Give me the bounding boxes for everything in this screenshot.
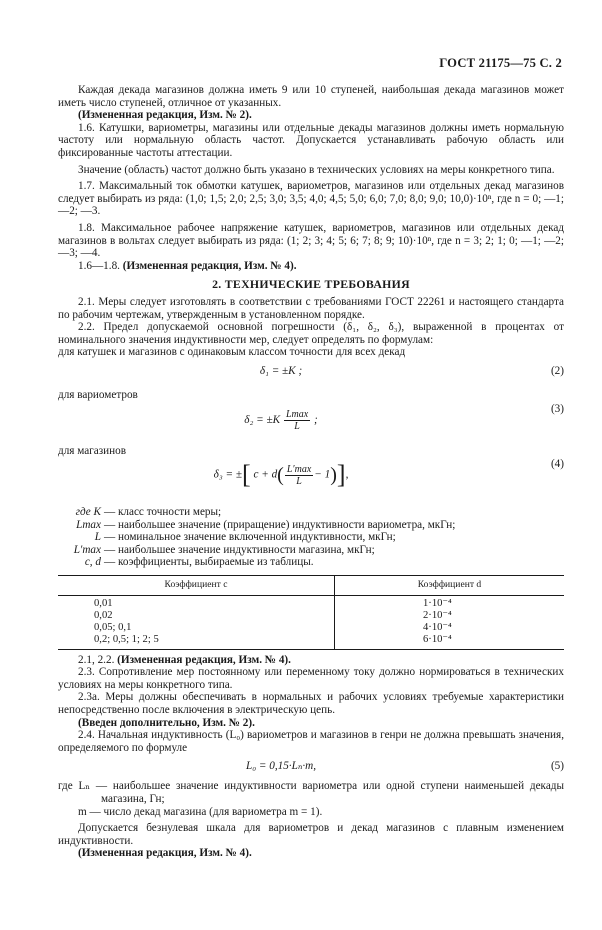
section-title: 2. ТЕХНИЧЕСКИЕ ТРЕБОВАНИЯ (212, 277, 410, 292)
formula-3-fraction (284, 409, 310, 432)
formula-4-end: , (345, 468, 349, 481)
right-bracket-icon: ] (336, 460, 346, 490)
amendment-prefix: 1.6—1.8. (78, 259, 120, 272)
document-body (58, 84, 564, 860)
formula-2 (58, 359, 564, 385)
formula-4-cd: c + d (253, 468, 278, 481)
paragraph-1-8: 1.8. Максимальное рабочее напряжение катушек, вариометров, магазинов или отдельных декад магазинов в вольтах следует выбирать из ряда: (1; 2; 3; 4; 5; 6; 7; 8; 9; 10)·10ⁿ, где n = 3; 2; 1; 0; —1; —2; —3; —4. (58, 221, 564, 260)
formula-4-fraction (285, 464, 313, 487)
formula-3-numerator: Lmax (285, 409, 309, 421)
table-header-row (58, 576, 564, 596)
definition-ln: где Lₙ — наибольшее значение индуктивности вариометра или одной ступени наименьшей декады магазина, Гн; (58, 780, 564, 805)
paragraph-1-6: 1.6. Катушки, вариометры, магазины или отдельные декады магазинов должны иметь нормальную частоту или нормальную область частот. Допускается устанавливать рабочую область или фиксированные частоты аттестации. (58, 121, 564, 159)
definition-item (58, 519, 564, 532)
definition-item (58, 556, 564, 569)
formula-4-left: δ₃ = ± (213, 468, 242, 481)
formula-3 (58, 401, 564, 441)
definition-item (58, 506, 564, 519)
definition-symbol: L (94, 531, 101, 544)
document-page (58, 0, 564, 930)
definition-item (58, 531, 564, 544)
amendment-note: (Измененная редакция, Изм. № 2). (78, 109, 252, 122)
d-value: 1·10⁻⁴ (423, 597, 452, 609)
table-row (58, 595, 564, 649)
formula-3-left: δ₂ = ±K (244, 414, 281, 427)
coefficients-table (58, 575, 564, 650)
d-value: 2·10⁻⁴ (423, 609, 452, 621)
definition-m: m — число декад магазина (для вариометра m = 1). (78, 805, 323, 818)
amendment-text: (Измененная редакция, Изм. № 4). (117, 653, 291, 666)
formula-4-number: (4) (550, 458, 564, 471)
formula-2-expression: δ₁ = ±K ; (259, 364, 303, 377)
formula-4-numerator: L′max (286, 463, 312, 475)
paragraph-2-3a: 2.3а. Меры должны обеспечивать в нормальных и рабочих условиях требуемые характеристики непосредственно после включения в электрическую цепь. (58, 691, 564, 716)
definition-text: — номинальное значение включенной индуктивности, мкГн; (104, 531, 396, 544)
amendment-note-1-6-1-8 (58, 260, 564, 273)
formula-intro-magazines: для магазинов (58, 445, 127, 458)
amendment-text: (Измененная редакция, Изм. № 4). (122, 259, 297, 272)
paragraph-decades: Каждая декада магазинов должна иметь 9 или 10 ступеней, наибольшая декада магазинов может иметь число ступеней, отличное от указанных. (58, 84, 564, 109)
c-value: 0,2; 0,5; 1; 2; 5 (94, 633, 159, 645)
formula-5 (58, 754, 564, 780)
amendment-prefix: 2.1, 2.2. (78, 653, 115, 666)
paragraph-2-4: 2.4. Начальная индуктивность (L₀) вариометров и магазинов в генри не должна превышать значения, определяемого по формуле (58, 729, 564, 754)
left-paren-icon: ( (277, 464, 284, 487)
definition-symbol: где K (75, 506, 101, 519)
c-value: 0,02 (94, 609, 113, 621)
left-bracket-icon: [ (242, 460, 251, 490)
d-value: 4·10⁻⁴ (423, 621, 452, 633)
definition-text: — наибольшее значение (приращение) индуктивности вариометра, мкГн; (104, 518, 456, 531)
table-header-d: Коэффициент d (335, 576, 565, 596)
paragraph-1-7: 1.7. Максимальный ток обмотки катушек, вариометров, магазинов или отдельных декад магазинов следует выбирать из ряда: (1,0; 1,5; 2,0; 2,5; 3,0; 3,5; 4,0; 4,5; 5,0; 6,0; 7,0; 8,0; 9,0; 10,0)·10ⁿ, где n = 0; —1; —2; —3. (58, 180, 564, 218)
definitions-list (58, 506, 564, 569)
formula-4-tail: − 1 (314, 468, 331, 481)
formula-4 (58, 458, 564, 502)
formula-intro-variometers: для вариометров (58, 388, 138, 401)
amendment-note-added: (Введен дополнительно, Изм. № 2). (78, 716, 255, 729)
definition-text: — класс точности меры; (104, 506, 222, 519)
formula-3-denominator: L (294, 421, 300, 433)
formula-2-number: (2) (550, 364, 564, 377)
formula-intro-coils: для катушек и магазинов с одинаковым классом точности для всех декад (58, 346, 406, 359)
formula-4-denominator: L (296, 475, 302, 487)
formula-3-end: ; (313, 414, 318, 427)
table-cell-c (58, 595, 335, 649)
definition-symbol: c, d (84, 556, 101, 569)
formula-3-number: (3) (550, 403, 564, 416)
formula-4-expression (58, 462, 504, 488)
definition-text: — коэффициенты, выбираемые из таблицы. (104, 556, 314, 569)
definition-item (58, 544, 564, 557)
d-value: 6·10⁻⁴ (423, 633, 452, 645)
amendment-note-final: (Измененная редакция, Изм. № 4). (78, 847, 252, 860)
paragraph-frequency: Значение (область) частот должно быть указано в технических условиях на меры конкретного типа. (78, 163, 555, 176)
c-value: 0,05; 0,1 (94, 621, 132, 633)
amendment-note-2-1-2-2 (58, 654, 564, 667)
definition-text: — наибольшее значение индуктивности магазина, мкГн; (104, 543, 375, 556)
paragraph-zero-scale: Допускается безнулевая шкала для вариометров и декад магазинов с плавным изменением индуктивности. (58, 822, 564, 847)
paragraph-2-1: 2.1. Меры следует изготовлять в соответствии с требованиями ГОСТ 22261 и настоящего стандарта по рабочим чертежам, утвержденным в установленном порядке. (58, 295, 564, 321)
formula-5-number: (5) (550, 760, 564, 773)
definition-symbol: Lmax (76, 518, 101, 531)
page-header: ГОСТ 21175—75 С. 2 (439, 56, 562, 70)
paragraph-2-2: 2.2. Предел допускаемой основной погрешности (δ₁, δ₂, δ₃), выраженной в процентах от номинального значения индуктивности мер, следует определять по формулам: (58, 321, 564, 346)
right-paren-icon: ) (330, 464, 337, 487)
table-header-c: Коэффициент c (58, 576, 335, 596)
formula-3-expression (58, 409, 504, 432)
table-cell-d (335, 595, 565, 649)
formula-5-expression: L₀ = 0,15·Lₙ·m, (245, 760, 317, 773)
c-value: 0,01 (94, 597, 113, 609)
paragraph-2-3: 2.3. Сопротивление мер постоянному или переменному току должно нормироваться в технических условиях на меры конкретного типа. (58, 666, 564, 691)
definition-symbol: L′max (73, 543, 101, 556)
